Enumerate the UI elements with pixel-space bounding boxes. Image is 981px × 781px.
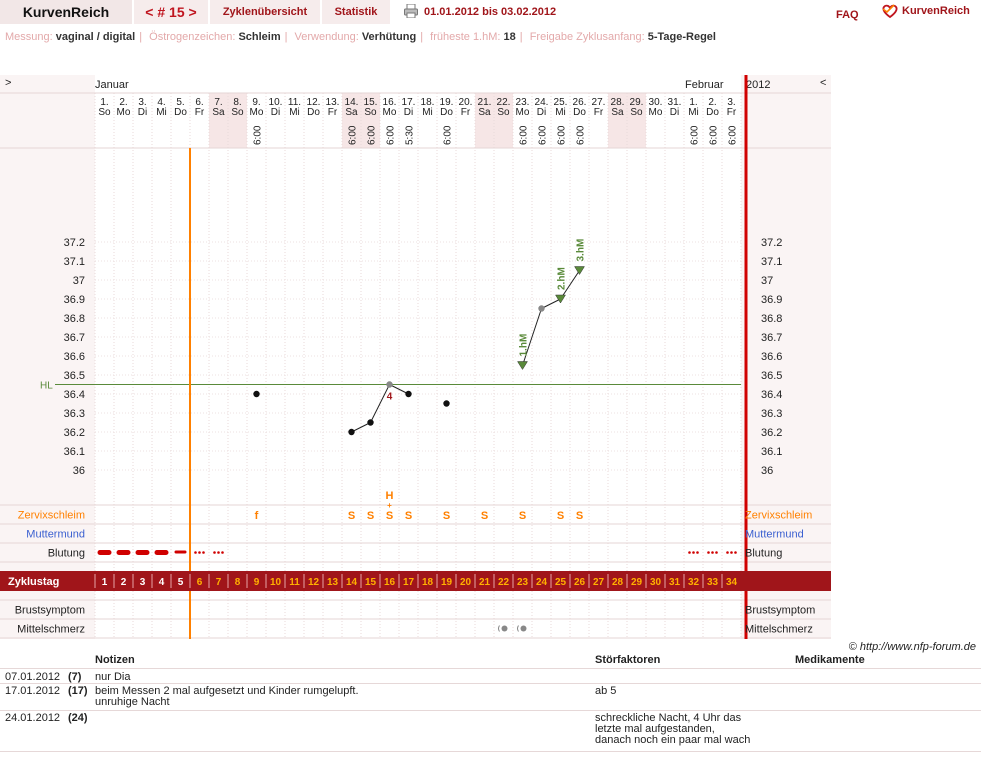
day-weekday-label: Do bbox=[706, 107, 719, 118]
app-title: KurvenReich bbox=[0, 0, 132, 24]
temperature-point bbox=[443, 400, 449, 406]
cycle-day-number: 12 bbox=[307, 577, 320, 588]
zervix-mark: S bbox=[575, 510, 584, 522]
measure-time-label: 6:00 bbox=[556, 125, 568, 145]
day-weekday-label: Do bbox=[307, 107, 320, 118]
day-weekday-label: Sa bbox=[478, 107, 491, 118]
y-tick-label-left: 37 bbox=[72, 275, 85, 287]
y-tick-label-left: 36 bbox=[72, 465, 85, 477]
day-weekday-label: Sa bbox=[611, 107, 624, 118]
day-weekday-label: Mo bbox=[648, 107, 663, 118]
copyright: © http://www.nfp-forum.de bbox=[848, 641, 976, 653]
mittelschmerz-icon bbox=[521, 626, 527, 632]
cycle-day-number: 22 bbox=[497, 577, 510, 588]
cycle-day-number: 21 bbox=[478, 577, 491, 588]
cycle-meta: Messung: vaginal / digital | Östrogenzeichen: Schleim | Verwendung: Verhütung | früheste 1.hM: 18 | Freigabe Zyklusanfang: 5-Tage-Regel bbox=[5, 31, 716, 43]
note-date: 07.01.2012 bbox=[5, 671, 61, 683]
bleeding-spot bbox=[688, 551, 691, 554]
zervix-mark: S bbox=[556, 510, 565, 522]
day-weekday-label: Mo bbox=[515, 107, 530, 118]
bleeding-spot bbox=[715, 551, 718, 554]
measure-time-label: 6:00 bbox=[252, 125, 264, 145]
meta-label: Verwendung: bbox=[294, 31, 359, 43]
day-date-label: 2. bbox=[708, 97, 717, 108]
brand-logo[interactable] bbox=[881, 3, 970, 19]
day-weekday-label: Mi bbox=[422, 107, 433, 118]
day-date-label: 12. bbox=[306, 97, 321, 108]
measure-time-label: 5:30 bbox=[404, 125, 416, 145]
cycle-day-number: 31 bbox=[668, 577, 681, 588]
bleeding-heavy bbox=[117, 550, 131, 555]
notes-row bbox=[0, 670, 981, 684]
meta-value-verwendung: Verhütung bbox=[361, 31, 417, 43]
notes-header-row bbox=[0, 654, 981, 669]
meta-value-messung: vaginal / digital bbox=[55, 31, 136, 43]
day-weekday-label: So bbox=[98, 107, 111, 118]
day-weekday-label: Mo bbox=[116, 107, 131, 118]
day-date-label: 22. bbox=[496, 97, 511, 108]
measure-time-label: 6:00 bbox=[366, 125, 378, 145]
bleeding-heavy bbox=[155, 550, 169, 555]
day-weekday-label: Di bbox=[536, 107, 547, 118]
blutung-label-right: Blutung bbox=[745, 547, 783, 560]
high-measure-label: 3.hM bbox=[575, 238, 587, 262]
day-weekday-label: So bbox=[364, 107, 377, 118]
bleeding-spot bbox=[202, 551, 205, 554]
bleeding-spot bbox=[707, 551, 710, 554]
day-weekday-label: Di bbox=[270, 107, 281, 118]
cycle-day-number: 4 bbox=[158, 577, 165, 588]
cycle-day-number: 24 bbox=[535, 577, 548, 588]
measure-time-label: 6:00 bbox=[689, 125, 701, 145]
y-tick-label-left: 37.2 bbox=[63, 237, 85, 249]
note-cycle-day: (17) bbox=[68, 685, 88, 697]
bleeding-spot bbox=[221, 551, 224, 554]
bleeding-spot bbox=[692, 551, 695, 554]
day-date-label: 28. bbox=[610, 97, 625, 108]
bleeding-spot bbox=[194, 551, 197, 554]
measure-time-label: 6:00 bbox=[518, 125, 530, 145]
notes-header-medikamente: Medikamente bbox=[795, 654, 865, 666]
day-date-label: 29. bbox=[629, 97, 644, 108]
faq-link[interactable]: FAQ bbox=[836, 9, 859, 21]
day-weekday-label: Di bbox=[137, 107, 148, 118]
day-date-label: 14. bbox=[344, 97, 359, 108]
measure-time-label: 6:00 bbox=[347, 125, 359, 145]
bleeding-heavy bbox=[98, 550, 112, 555]
day-date-label: 1. bbox=[100, 97, 109, 108]
month-label-february: Februar bbox=[685, 79, 724, 91]
temperature-point bbox=[348, 429, 354, 435]
day-date-label: 30. bbox=[648, 97, 663, 108]
notes-row bbox=[0, 711, 981, 752]
zervix-mark: f bbox=[254, 510, 259, 522]
day-weekday-label: Di bbox=[403, 107, 414, 118]
cycle-day-number: 1 bbox=[101, 577, 108, 588]
day-weekday-label: Sa bbox=[345, 107, 358, 118]
notes-header-notizen: Notizen bbox=[95, 654, 135, 666]
cycle-navigation[interactable]: < # 15 > bbox=[134, 0, 208, 24]
top-bar bbox=[0, 0, 981, 24]
day-weekday-label: Mi bbox=[555, 107, 566, 118]
cycle-day-number: 9 bbox=[253, 577, 260, 588]
year-label: 2012 bbox=[746, 79, 771, 91]
cycle-day-number: 34 bbox=[725, 577, 738, 588]
brustsymptom-label-left: Brustsymptom bbox=[14, 604, 85, 617]
cycle-day-number: 25 bbox=[554, 577, 567, 588]
y-tick-label-left: 36.9 bbox=[63, 294, 85, 306]
notes-row bbox=[0, 684, 981, 711]
day-weekday-label: Do bbox=[440, 107, 453, 118]
cycle-day-number: 11 bbox=[289, 577, 300, 588]
zervix-mark: S bbox=[404, 510, 413, 522]
cycle-day-number: 14 bbox=[345, 577, 358, 588]
cycle-day-number: 7 bbox=[215, 577, 222, 588]
cycle-day-number: 16 bbox=[383, 577, 396, 588]
day-date-label: 3. bbox=[138, 97, 147, 108]
meta-label: früheste 1.hM: bbox=[430, 31, 501, 43]
y-tick-label-right: 37.2 bbox=[761, 237, 783, 249]
day-date-label: 18. bbox=[420, 97, 435, 108]
day-date-label: 21. bbox=[477, 97, 492, 108]
peak-marker: H bbox=[385, 490, 394, 502]
bleeding-spot bbox=[198, 551, 201, 554]
y-tick-label-left: 36.3 bbox=[63, 408, 85, 420]
heart-curve-icon bbox=[881, 3, 899, 19]
day-weekday-label: Fr bbox=[726, 107, 737, 118]
cycle-day-number: 23 bbox=[516, 577, 529, 588]
y-tick-label-left: 36.8 bbox=[63, 313, 85, 325]
month-label-january: Januar bbox=[95, 79, 129, 91]
y-tick-label-right: 36.3 bbox=[761, 408, 783, 420]
bleeding-heavy bbox=[136, 550, 150, 555]
y-tick-label-right: 36.5 bbox=[761, 370, 783, 382]
zervix-plus-mark: + bbox=[387, 501, 392, 510]
y-tick-label-right: 36.6 bbox=[761, 351, 783, 363]
temperature-point-excluded bbox=[538, 305, 544, 311]
day-date-label: 3. bbox=[727, 97, 736, 108]
day-date-label: 8. bbox=[233, 97, 242, 108]
measure-time-label: 6:00 bbox=[385, 125, 397, 145]
day-date-label: 4. bbox=[157, 97, 166, 108]
day-weekday-label: Di bbox=[669, 107, 680, 118]
measure-time-label: 6:00 bbox=[727, 125, 739, 145]
muttermund-label-right: Muttermund bbox=[745, 528, 804, 541]
zervix-mark: S bbox=[518, 510, 527, 522]
y-tick-label-left: 36.1 bbox=[63, 446, 85, 458]
bleeding-spot bbox=[696, 551, 699, 554]
day-date-label: 16. bbox=[382, 97, 397, 108]
meta-value-freigabe: 5-Tage-Regel bbox=[647, 31, 716, 43]
cycle-day-number: 5 bbox=[177, 577, 184, 588]
day-weekday-label: Mi bbox=[688, 107, 699, 118]
day-date-label: 13. bbox=[325, 97, 340, 108]
bleeding-spot bbox=[734, 551, 737, 554]
y-tick-label-right: 37 bbox=[761, 275, 774, 287]
day-date-label: 17. bbox=[401, 97, 416, 108]
cycle-day-number: 33 bbox=[706, 577, 719, 588]
y-tick-label-left: 36.2 bbox=[63, 427, 85, 439]
day-weekday-label: So bbox=[497, 107, 510, 118]
temperature-point bbox=[367, 419, 373, 425]
cycle-day-number: 28 bbox=[611, 577, 624, 588]
temperature-point-excluded bbox=[386, 381, 392, 387]
day-date-label: 10. bbox=[268, 97, 283, 108]
cycle-day-number: 29 bbox=[630, 577, 643, 588]
y-tick-label-left: 36.5 bbox=[63, 370, 85, 382]
cycle-day-number: 19 bbox=[440, 577, 453, 588]
tab-statistics[interactable]: Statistik bbox=[322, 0, 390, 24]
bleeding-spot bbox=[711, 551, 714, 554]
cycle-day-number: 32 bbox=[687, 577, 700, 588]
y-tick-label-right: 36.9 bbox=[761, 294, 783, 306]
meta-label: Östrogenzeichen: bbox=[149, 31, 236, 43]
day-date-label: 5. bbox=[176, 97, 185, 108]
day-weekday-label: Mo bbox=[382, 107, 397, 118]
temperature-point bbox=[405, 391, 411, 397]
day-weekday-label: Do bbox=[573, 107, 586, 118]
hl-label: HL bbox=[40, 380, 53, 392]
day-weekday-label: Fr bbox=[194, 107, 205, 118]
y-tick-label-right: 37.1 bbox=[761, 256, 783, 268]
scroll-left-arrow[interactable]: > bbox=[5, 77, 12, 89]
cycle-day-number: 26 bbox=[573, 577, 586, 588]
cycle-day-number: 20 bbox=[459, 577, 472, 588]
day-date-label: 15. bbox=[363, 97, 378, 108]
bleeding-spot bbox=[730, 551, 733, 554]
note-date: 17.01.2012 bbox=[5, 685, 61, 697]
note-text: nur Dia bbox=[95, 671, 131, 683]
measure-time-label: 6:00 bbox=[442, 125, 454, 145]
cycle-day-number: 6 bbox=[196, 577, 203, 588]
note-stoerfaktor: schreckliche Nacht, 4 Uhr das letzte mal aufgestanden, danach noch ein paar mal wach bbox=[595, 712, 751, 746]
zervixschleim-label-left: Zervixschleim bbox=[17, 509, 85, 522]
cycle-chart[interactable] bbox=[0, 75, 831, 639]
mittelschmerz-label-right: Mittelschmerz bbox=[745, 623, 813, 636]
date-range: 01.01.2012 bis 03.02.2012 bbox=[424, 6, 557, 18]
brustsymptom-label-right: Brustsymptom bbox=[745, 604, 816, 617]
high-measure-label: 1.hM bbox=[518, 333, 530, 357]
day-weekday-label: So bbox=[231, 107, 244, 118]
day-date-label: 27. bbox=[591, 97, 606, 108]
bleeding-medium bbox=[175, 551, 187, 554]
cycle-day-number: 15 bbox=[364, 577, 377, 588]
measure-time-label: 6:00 bbox=[708, 125, 720, 145]
day-date-label: 2. bbox=[119, 97, 128, 108]
y-tick-label-left: 36.7 bbox=[63, 332, 85, 344]
cycle-day-number: 27 bbox=[592, 577, 605, 588]
tab-cycle-overview[interactable]: Zyklenübersicht bbox=[210, 0, 320, 24]
cycle-day-number: 30 bbox=[649, 577, 662, 588]
day-weekday-label: Mi bbox=[156, 107, 167, 118]
zervixschleim-label-right: Zervixschleim bbox=[745, 509, 813, 522]
day-weekday-label: Mi bbox=[289, 107, 300, 118]
high-measure-label: 2.hM bbox=[556, 267, 568, 290]
meta-label: Freigabe Zyklusanfang: bbox=[529, 31, 645, 43]
zervix-mark: S bbox=[366, 510, 375, 522]
y-tick-label-right: 36.2 bbox=[761, 427, 783, 439]
measure-time-label: 6:00 bbox=[575, 125, 587, 145]
measure-time-label: 6:00 bbox=[537, 125, 549, 145]
cycle-day-number: 17 bbox=[402, 577, 415, 588]
day-weekday-label: Fr bbox=[460, 107, 471, 118]
meta-value-hm: 18 bbox=[503, 31, 516, 43]
y-tick-label-right: 36.4 bbox=[761, 389, 783, 401]
day-date-label: 25. bbox=[553, 97, 568, 108]
y-tick-label-left: 37.1 bbox=[63, 256, 85, 268]
y-tick-label-left: 36.4 bbox=[63, 389, 85, 401]
note-cycle-day: (7) bbox=[68, 671, 82, 683]
day-date-label: 7. bbox=[214, 97, 223, 108]
y-tick-label-right: 36.1 bbox=[761, 446, 783, 458]
note-text: beim Messen 2 mal aufgesetzt und Kinder rumgelupft. unruhige Nacht bbox=[95, 685, 359, 708]
cycle-day-number: 13 bbox=[326, 577, 339, 588]
blutung-label-left: Blutung bbox=[47, 547, 85, 560]
mittelschmerz-label-left: Mittelschmerz bbox=[17, 623, 85, 636]
y-tick-label-right: 36.8 bbox=[761, 313, 783, 325]
cycle-day-number: 10 bbox=[269, 577, 282, 588]
meta-value-oestrogen: Schleim bbox=[238, 31, 281, 43]
meta-label: Messung: bbox=[5, 31, 53, 43]
zervix-mark: S bbox=[480, 510, 489, 522]
muttermund-label-left: Muttermund bbox=[26, 528, 85, 541]
cycle-day-number: 18 bbox=[421, 577, 434, 588]
bleeding-spot bbox=[213, 551, 216, 554]
print-icon[interactable] bbox=[404, 4, 418, 18]
day-date-label: 1. bbox=[689, 97, 698, 108]
cycle-day-number: 8 bbox=[234, 577, 241, 588]
point-annotation: 4 bbox=[386, 391, 393, 403]
day-weekday-label: Sa bbox=[212, 107, 225, 118]
day-date-label: 19. bbox=[439, 97, 454, 108]
day-date-label: 23. bbox=[515, 97, 530, 108]
brand-name: KurvenReich bbox=[902, 5, 970, 17]
day-date-label: 11. bbox=[287, 97, 302, 108]
y-tick-label-right: 36.7 bbox=[761, 332, 783, 344]
day-date-label: 9. bbox=[252, 97, 261, 108]
bleeding-spot bbox=[726, 551, 729, 554]
day-weekday-label: Do bbox=[174, 107, 187, 118]
day-date-label: 31. bbox=[667, 97, 682, 108]
zervix-mark: S bbox=[442, 510, 451, 522]
note-date: 24.01.2012 bbox=[5, 712, 61, 724]
day-weekday-label: Fr bbox=[593, 107, 604, 118]
note-stoerfaktor: ab 5 bbox=[595, 685, 617, 697]
y-tick-label-left: 36.6 bbox=[63, 351, 85, 363]
cycle-day-number: 3 bbox=[139, 577, 146, 588]
day-date-label: 6. bbox=[195, 97, 204, 108]
day-date-label: 20. bbox=[458, 97, 473, 108]
cycle-day-number: 2 bbox=[120, 577, 127, 588]
scroll-right-arrow[interactable]: < bbox=[820, 77, 827, 89]
mittelschmerz-icon bbox=[502, 626, 508, 632]
day-date-label: 24. bbox=[534, 97, 549, 108]
bleeding-spot bbox=[217, 551, 220, 554]
zervix-mark: S bbox=[385, 510, 394, 522]
day-weekday-label: Mo bbox=[249, 107, 264, 118]
day-date-label: 26. bbox=[572, 97, 587, 108]
note-cycle-day: (24) bbox=[68, 712, 88, 724]
notes-header-stoerfaktoren: Störfaktoren bbox=[595, 654, 661, 666]
y-tick-label-right: 36 bbox=[761, 465, 774, 477]
day-weekday-label: So bbox=[630, 107, 643, 118]
zervix-mark: S bbox=[347, 510, 356, 522]
cycle-day-band-label: Zyklustag bbox=[8, 576, 60, 588]
temperature-point bbox=[253, 391, 259, 397]
day-weekday-label: Fr bbox=[327, 107, 338, 118]
